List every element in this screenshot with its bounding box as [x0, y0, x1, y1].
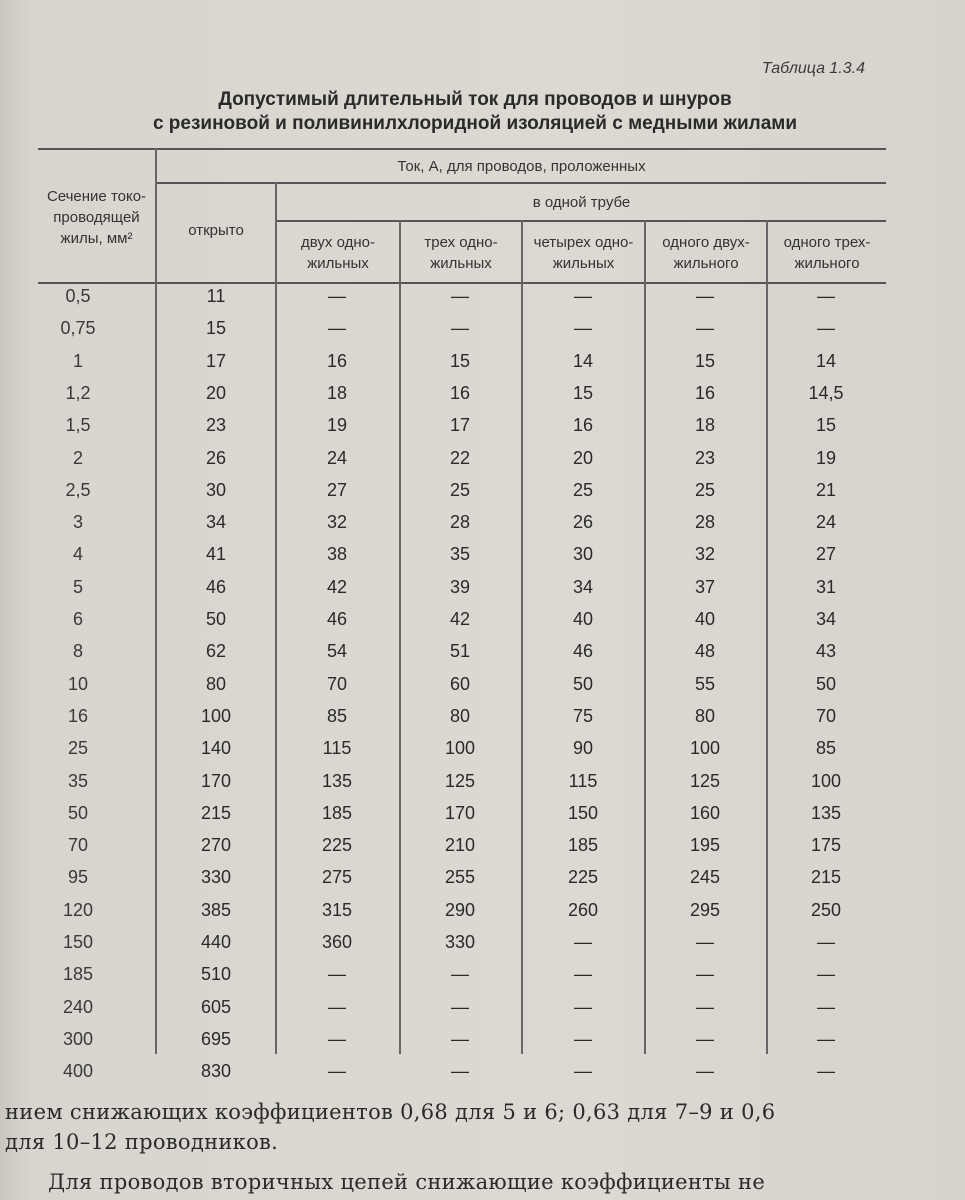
footer-line-2: для 10–12 проводников.: [5, 1130, 279, 1154]
cell-one-triple: —: [817, 964, 835, 985]
cell-one-twin: —: [696, 996, 714, 1017]
cell-three-single: 290: [444, 899, 476, 920]
cell-section: 300: [62, 1028, 94, 1049]
column-divider-6: [766, 220, 768, 1054]
cell-one-twin: —: [696, 964, 714, 985]
cell-two-single: 135: [321, 770, 353, 791]
cell-four-single: 46: [572, 641, 594, 662]
cell-three-single: 100: [444, 738, 476, 759]
cell-one-triple: 135: [810, 802, 842, 823]
cell-section: 185: [62, 964, 94, 985]
cell-one-triple: 175: [810, 835, 842, 856]
cell-three-single: 25: [449, 479, 471, 500]
cell-section: 1,2: [65, 382, 91, 403]
cell-two-single: 360: [321, 932, 353, 952]
cell-four-single: 16: [572, 415, 594, 436]
column-divider-2: [275, 182, 277, 1054]
cell-three-single: 125: [444, 770, 476, 791]
cell-open: 17: [205, 350, 227, 371]
cell-three-single: 330: [444, 932, 476, 952]
cell-four-single: —: [574, 932, 592, 952]
cell-two-single: —: [328, 996, 346, 1017]
cell-one-triple: —: [817, 286, 835, 306]
cell-open: 605: [200, 996, 232, 1017]
table-title: [110, 88, 840, 136]
cell-open: 46: [205, 576, 227, 597]
cell-open: 510: [200, 964, 232, 985]
cell-one-triple: 19: [815, 447, 837, 468]
cell-section: 6: [72, 609, 83, 629]
column-divider-3: [399, 220, 401, 1054]
cell-two-single: 46: [326, 609, 348, 629]
cell-one-twin: 32: [694, 544, 716, 565]
header-rule-2: [277, 220, 886, 222]
cell-section: 3: [72, 512, 83, 533]
cell-one-triple: —: [817, 1061, 835, 1082]
cell-open: 41: [205, 544, 227, 565]
cell-one-twin: —: [696, 1028, 714, 1049]
cell-open: 100: [200, 705, 232, 726]
cell-one-twin: 18: [694, 415, 716, 436]
header-pipe-column-2: трех одно- жильных: [424, 234, 498, 272]
cell-open: 30: [205, 479, 227, 500]
cell-four-single: 15: [572, 382, 594, 403]
cell-two-single: —: [328, 1028, 346, 1049]
cell-one-twin: 195: [689, 835, 721, 856]
cell-three-single: —: [451, 286, 469, 306]
cell-section: 0,5: [65, 286, 91, 306]
cell-three-single: —: [451, 1061, 469, 1082]
cell-two-single: 42: [326, 576, 348, 597]
cell-one-triple: 43: [815, 641, 837, 662]
cell-one-twin: 55: [694, 673, 716, 694]
cell-open: 330: [200, 867, 232, 888]
cell-open: 695: [200, 1028, 232, 1049]
cell-one-triple: 14: [815, 350, 837, 371]
cell-one-twin: 15: [694, 350, 716, 371]
cell-one-twin: 80: [694, 705, 716, 726]
header-pipe-column-3: четырех одно- жильных: [533, 234, 634, 272]
cell-four-single: 40: [572, 609, 594, 629]
cell-four-single: 185: [567, 835, 599, 856]
cell-two-single: —: [328, 1061, 346, 1082]
table-number: Таблица 1.3.4: [761, 60, 865, 77]
cell-three-single: 16: [449, 382, 471, 403]
cell-one-twin: 23: [694, 447, 716, 468]
cell-one-triple: 215: [810, 867, 842, 888]
cell-open: 215: [200, 802, 232, 823]
cell-section: 35: [67, 770, 89, 791]
table-title-line-1: Допустимый длительный ток для проводов и шнуров: [218, 89, 732, 110]
cell-one-twin: —: [696, 318, 714, 339]
cell-one-triple: —: [817, 932, 835, 952]
cell-four-single: 90: [572, 738, 594, 759]
header-rule-1: [157, 182, 886, 184]
cell-open: 830: [200, 1061, 232, 1082]
cell-four-single: 50: [572, 673, 594, 694]
column-divider-4: [521, 220, 523, 1054]
cell-section: 1,5: [65, 415, 91, 436]
cell-four-single: —: [574, 1028, 592, 1049]
column-divider-5: [644, 220, 646, 1054]
column-divider-1: [155, 148, 157, 1054]
cell-one-twin: 48: [694, 641, 716, 662]
cell-two-single: 16: [326, 350, 348, 371]
cell-two-single: 115: [322, 738, 352, 759]
cell-open: 62: [205, 641, 227, 662]
cell-two-single: —: [328, 318, 346, 339]
cell-two-single: 19: [326, 415, 348, 436]
header-pipe-column-5: одного трех- жильного: [783, 234, 871, 272]
cell-open: 23: [205, 415, 227, 436]
cell-section: 0,75: [60, 318, 96, 339]
cell-three-single: 17: [449, 415, 471, 436]
header-open: открыто: [188, 222, 244, 239]
cell-one-triple: 14,5: [808, 382, 844, 403]
cell-one-triple: 15: [815, 415, 837, 436]
cell-three-single: 60: [449, 673, 471, 694]
cell-two-single: 275: [321, 867, 353, 888]
header-section: Сечение токо- проводящей жилы, мм²: [46, 188, 147, 247]
table-title-line-2: с резиновой и поливинилхлоридной изоляцией с медными жилами: [152, 113, 798, 134]
cell-one-triple: 50: [815, 673, 837, 694]
cell-one-twin: —: [696, 932, 714, 952]
cell-four-single: —: [574, 964, 592, 985]
cell-three-single: —: [451, 996, 469, 1017]
cell-four-single: —: [574, 286, 592, 306]
cell-open: 80: [205, 673, 227, 694]
cell-four-single: 20: [572, 447, 594, 468]
footer-line-3: Для проводов вторичных цепей снижающие коэффициенты не: [48, 1170, 766, 1194]
cell-two-single: 18: [326, 382, 348, 403]
cell-section: 120: [62, 899, 94, 920]
cell-three-single: 28: [449, 512, 471, 533]
cell-two-single: 225: [321, 835, 353, 856]
cell-open: 140: [200, 738, 232, 759]
cell-section: 1: [72, 350, 83, 371]
cell-one-triple: 250: [810, 899, 842, 920]
cell-two-single: 315: [321, 899, 353, 920]
cell-three-single: 80: [449, 705, 471, 726]
cell-one-twin: 125: [689, 770, 721, 791]
cell-four-single: 115: [568, 770, 598, 791]
cell-section: 50: [67, 802, 89, 823]
cell-two-single: 85: [326, 705, 348, 726]
cell-section: 5: [72, 576, 83, 597]
cell-open: 50: [205, 609, 227, 629]
cell-open: 34: [205, 512, 227, 533]
cell-two-single: 27: [326, 479, 348, 500]
cell-one-triple: 85: [815, 738, 837, 759]
cell-four-single: 150: [567, 802, 599, 823]
header-pipe-column-1: двух одно- жильных: [301, 234, 375, 272]
cell-four-single: 14: [572, 350, 594, 371]
cell-section: 400: [62, 1061, 94, 1082]
cell-four-single: 75: [572, 705, 594, 726]
cell-section: 150: [62, 932, 94, 952]
cell-open: 385: [200, 899, 232, 920]
cell-section: 2: [72, 447, 83, 468]
cell-section: 25: [67, 738, 89, 759]
cell-open: 270: [200, 835, 232, 856]
cell-open: 26: [205, 447, 227, 468]
cell-one-twin: 295: [689, 899, 721, 920]
cell-four-single: 34: [572, 576, 594, 597]
cell-four-single: —: [574, 1061, 592, 1082]
cell-one-twin: 37: [694, 576, 716, 597]
cell-one-twin: 25: [694, 479, 716, 500]
cell-three-single: 255: [444, 867, 476, 888]
cell-one-triple: 31: [815, 576, 837, 597]
cell-open: 15: [205, 318, 227, 339]
cell-four-single: 225: [567, 867, 599, 888]
cell-one-twin: —: [696, 286, 714, 306]
cell-open: 20: [205, 382, 227, 403]
cell-three-single: 22: [449, 447, 471, 468]
cell-two-single: —: [328, 964, 346, 985]
cell-four-single: 30: [572, 544, 594, 565]
cell-three-single: 15: [449, 350, 471, 371]
cell-three-single: 35: [449, 544, 471, 565]
cell-two-single: 32: [326, 512, 348, 533]
cell-one-triple: —: [817, 1028, 835, 1049]
cell-one-twin: —: [696, 1061, 714, 1082]
cell-one-twin: 28: [694, 512, 716, 533]
cell-four-single: —: [574, 996, 592, 1017]
cell-one-triple: —: [817, 318, 835, 339]
cell-three-single: 210: [444, 835, 476, 856]
cell-one-triple: 100: [810, 770, 842, 791]
cell-section: 4: [72, 544, 83, 565]
header-current-group: Ток, А, для проводов, проложенных: [397, 158, 646, 175]
cell-one-triple: —: [817, 996, 835, 1017]
header-in-pipe: в одной трубе: [532, 194, 631, 211]
cell-two-single: 38: [326, 544, 348, 565]
cell-one-triple: 21: [815, 479, 837, 500]
cell-one-twin: 245: [689, 867, 721, 888]
cell-one-twin: 160: [689, 802, 721, 823]
table-top-rule: [38, 148, 886, 150]
cell-one-triple: 27: [815, 544, 837, 565]
cell-two-single: —: [328, 286, 346, 306]
cell-section: 8: [72, 641, 83, 662]
cell-section: 16: [67, 705, 89, 726]
cell-open: 11: [206, 286, 226, 306]
cell-one-triple: 34: [815, 609, 837, 629]
cell-section: 2,5: [65, 479, 91, 500]
cell-four-single: 26: [572, 512, 594, 533]
cell-section: 240: [62, 996, 94, 1017]
cell-two-single: 24: [326, 447, 348, 468]
cell-three-single: —: [451, 318, 469, 339]
cell-three-single: 170: [444, 802, 476, 823]
cell-two-single: 54: [326, 641, 348, 662]
cell-four-single: —: [574, 318, 592, 339]
cell-one-twin: 100: [689, 738, 721, 759]
cell-two-single: 70: [326, 673, 348, 694]
cell-open: 440: [200, 932, 232, 952]
cell-section: 70: [67, 835, 89, 856]
cell-one-triple: 70: [815, 705, 837, 726]
footer-line-1: нием снижающих коэффициентов 0,68 для 5 и 6; 0,63 для 7–9 и 0,6: [5, 1100, 776, 1124]
header-pipe-column-4: одного двух- жильного: [662, 234, 750, 272]
cell-section: 10: [67, 673, 89, 694]
cell-four-single: 260: [567, 899, 599, 920]
cell-three-single: —: [451, 964, 469, 985]
cell-two-single: 185: [321, 802, 353, 823]
cell-four-single: 25: [572, 479, 594, 500]
cell-three-single: —: [451, 1028, 469, 1049]
cell-three-single: 51: [449, 641, 471, 662]
cell-one-triple: 24: [815, 512, 837, 533]
cell-three-single: 42: [449, 609, 471, 629]
cell-section: 95: [67, 867, 89, 888]
cell-open: 170: [200, 770, 232, 791]
cell-one-twin: 16: [694, 382, 716, 403]
cell-one-twin: 40: [694, 609, 716, 629]
cell-three-single: 39: [449, 576, 471, 597]
